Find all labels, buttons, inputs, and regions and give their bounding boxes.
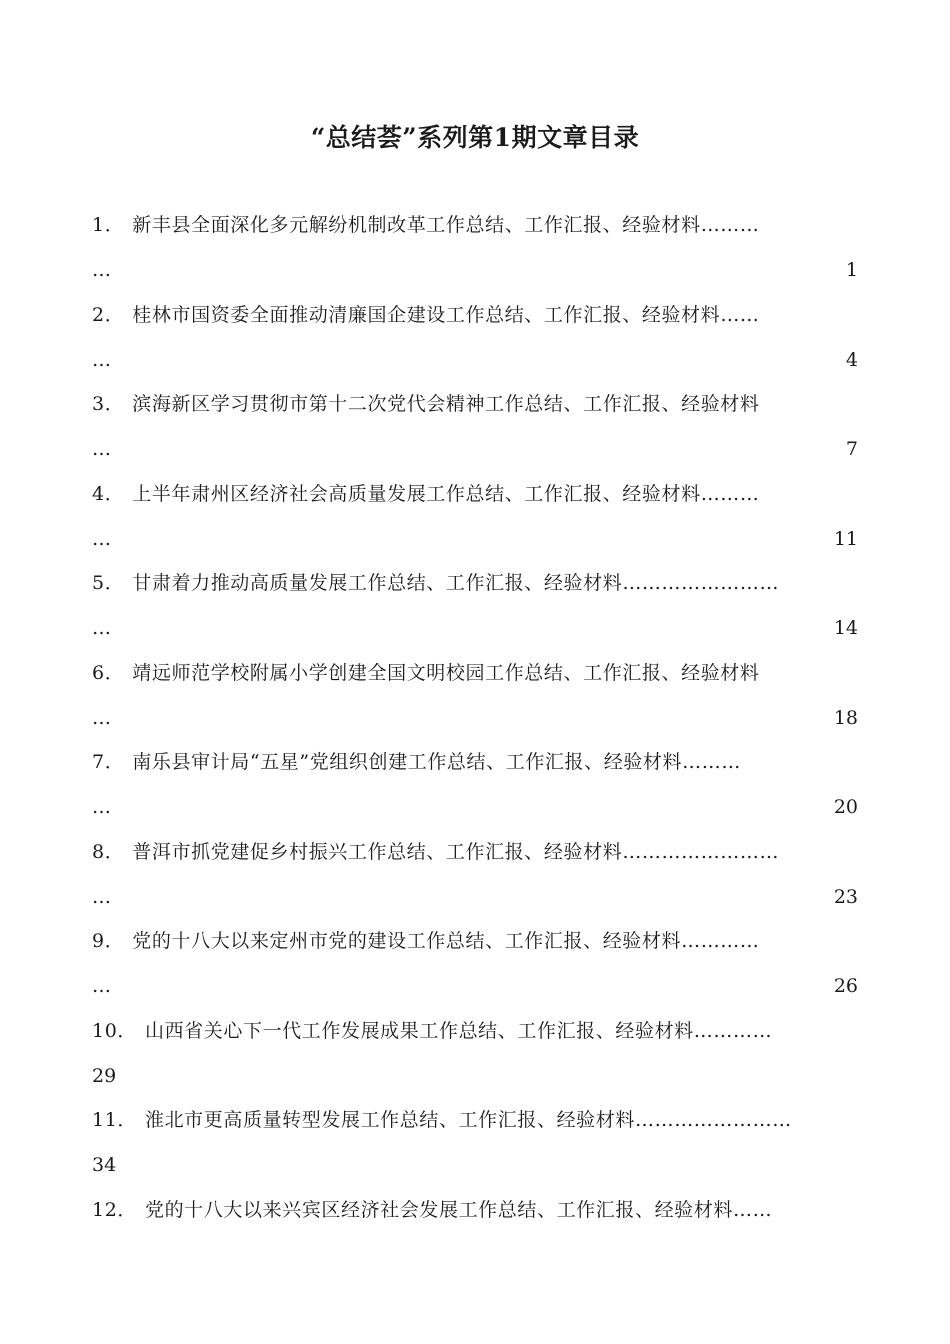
toc-entry[interactable] [92, 565, 858, 655]
toc-entry-leader-dots-continued: … [92, 706, 112, 729]
toc-entry-page-number: 23 [833, 885, 858, 908]
toc-entry-page-number: 20 [833, 796, 858, 818]
toc-entry-number: 6． [92, 661, 125, 684]
toc-entry-title-line [92, 386, 858, 422]
toc-entry-text: 普洱市抓党建促乡村振兴工作总结、工作汇报、经验材料 [132, 840, 623, 863]
toc-entry-leader-dots: …………………… [635, 1109, 792, 1131]
toc-entry-title-line [92, 1102, 858, 1138]
toc-entry-title-line [92, 1013, 858, 1049]
toc-entry-text: 甘肃着力推动高质量发展工作总结、工作汇报、经验材料 [132, 572, 623, 594]
toc-entry-number: 11． [92, 1109, 137, 1131]
toc-entry-leader-dots-continued: … [92, 527, 112, 550]
toc-entry[interactable] [92, 744, 858, 834]
toc-entry-leader-dots: ………… [693, 1019, 773, 1042]
toc-entry[interactable] [92, 655, 858, 745]
toc-entry-title-line [92, 655, 858, 691]
toc-entry-page-line [92, 789, 858, 825]
toc-entry-text: 上半年肃州区经济社会高质量发展工作总结、工作汇报、经验材料 [132, 482, 701, 505]
toc-entry-title-line [92, 834, 858, 870]
toc-entry-number: 7． [92, 751, 125, 773]
toc-entry-page-line [92, 700, 858, 736]
toc-entry-leader-dots: ……… [682, 751, 741, 773]
toc-entry-leader-dots-continued: … [92, 617, 112, 639]
toc-entry-number: 8． [92, 840, 125, 863]
toc-entry-title-line [92, 1192, 858, 1228]
toc-entry-leader-dots: ………… [681, 930, 760, 952]
toc-entry-text: 山西省关心下一代工作发展成果工作总结、工作汇报、经验材料 [144, 1019, 694, 1042]
toc-entry[interactable] [92, 297, 858, 387]
toc-entry-leader-dots: ……… [700, 482, 760, 505]
toc-entry-text: 新丰县全面深化多元解纷机制改革工作总结、工作汇报、经验材料 [132, 214, 701, 236]
toc-entry-leader-dots: …………………… [622, 572, 780, 594]
toc-entry-title-line [92, 476, 858, 512]
toc-entry-page-line [92, 1237, 858, 1273]
toc-entry-text: 南乐县审计局“五星”党组织创建工作总结、工作汇报、经验材料 [132, 751, 683, 773]
toc-entry-leader-dots-continued: … [92, 885, 112, 908]
toc-entry-page-number: 14 [833, 617, 858, 639]
toc-entry[interactable] [92, 476, 858, 566]
toc-entry-text: 桂林市国资委全面推动清廉国企建设工作总结、工作汇报、经验材料 [132, 303, 721, 326]
toc-entry-leader-dots-continued: … [92, 348, 112, 371]
toc-entry-text: 党的十八大以来定州市党的建设工作总结、工作汇报、经验材料 [132, 930, 682, 952]
toc-entry-text: 靖远师范学校附属小学创建全国文明校园工作总结、工作汇报、经验材料 [132, 661, 760, 684]
toc-entry-page-line [92, 1058, 858, 1094]
document-title: “总结荟”系列第1期文章目录 [310, 123, 640, 152]
toc-entry-number: 10． [92, 1019, 137, 1042]
toc-entry-title-line [92, 923, 858, 959]
toc-entry-text: 滨海新区学习贯彻市第十二次党代会精神工作总结、工作汇报、经验材料 [132, 393, 760, 415]
toc-entry-number: 1． [92, 214, 125, 236]
toc-entry-leader-dots-continued: … [92, 438, 112, 460]
toc-entry-page-line [92, 968, 858, 1004]
toc-entry-number: 3． [92, 393, 125, 415]
toc-entry-page-line [92, 431, 858, 467]
toc-entry-number: 2． [92, 303, 125, 326]
toc-entry-page-number: 4 [845, 348, 858, 371]
toc-entry-leader-dots-continued: … [92, 975, 112, 997]
toc-entry-leader-dots: …… [720, 303, 760, 326]
toc-entry[interactable] [92, 1013, 858, 1103]
toc-entry[interactable] [92, 207, 858, 297]
toc-entry-number: 9． [92, 930, 125, 952]
toc-entry[interactable] [92, 1192, 858, 1282]
toc-entry-title-line [92, 297, 858, 333]
toc-entry-page-number: 11 [833, 527, 858, 550]
toc-entry-title-line [92, 744, 858, 780]
toc-entry-page-number: 34 [92, 1154, 117, 1176]
toc-entry-number: 5． [92, 572, 125, 594]
toc-entry-leader-dots-continued: … [92, 796, 112, 818]
toc-entry-page-line [92, 610, 858, 646]
toc-entry-leader-dots: ……… [700, 214, 760, 236]
toc-entry-leader-dots: …………………… [622, 840, 780, 863]
toc-entry-page-number: 26 [833, 975, 858, 997]
toc-entry-page-line [92, 252, 858, 288]
toc-entry-page-number: 1 [845, 259, 858, 281]
toc-entry-text: 淮北市更高质量转型发展工作总结、工作汇报、经验材料 [144, 1109, 635, 1131]
toc-entry-page-number: 29 [92, 1064, 117, 1087]
toc-entry-leader-dots: …… [733, 1198, 773, 1221]
toc-entry-title-line [92, 207, 858, 243]
toc-entry-page-line [92, 521, 858, 557]
toc-entry-leader-dots-continued: … [92, 259, 112, 281]
toc-entry[interactable] [92, 834, 858, 924]
toc-entry-title-line [92, 565, 858, 601]
toc-entry-page-line [92, 342, 858, 378]
toc-entry-page-number: 7 [845, 438, 858, 460]
toc-entry-number: 4． [92, 482, 125, 505]
toc-entry-page-line [92, 1147, 858, 1183]
toc-entry-page-line [92, 879, 858, 915]
toc-entry-text: 党的十八大以来兴宾区经济社会发展工作总结、工作汇报、经验材料 [144, 1198, 733, 1221]
table-of-contents [92, 207, 858, 1281]
toc-entry[interactable] [92, 1102, 858, 1192]
toc-entry[interactable] [92, 386, 858, 476]
toc-entry[interactable] [92, 923, 858, 1013]
toc-entry-number: 12． [92, 1198, 137, 1221]
toc-entry-page-number: 18 [833, 706, 858, 729]
